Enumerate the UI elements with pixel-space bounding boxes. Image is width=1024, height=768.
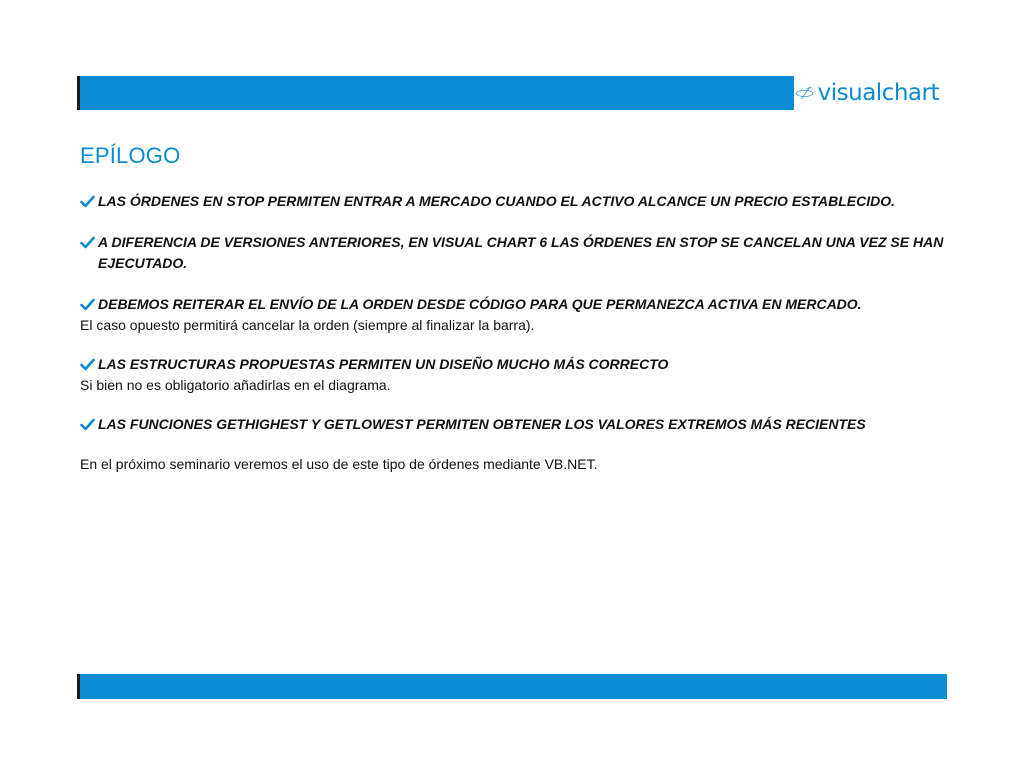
bullet-text: LAS ÓRDENES EN STOP PERMITEN ENTRAR A MERCADO CUANDO EL ACTIVO ALCANCE UN PRECIO ESTABLECIDO. [98,193,896,209]
bullet-text: LAS ESTRUCTURAS PROPUESTAS PERMITEN UN DISEÑO MUCHO MÁS CORRECTO [98,356,669,372]
bullet-note: El caso opuesto permitirá cancelar la orden (siempre al finalizar la barra). [80,317,535,333]
slide-content [80,191,960,474]
bullet-text: DEBEMOS REITERAR EL ENVÍO DE LA ORDEN DESDE CÓDIGO PARA QUE PERMANEZCA ACTIVA EN MERCADO. [98,296,862,312]
brand [794,76,947,110]
spacer [80,335,960,354]
spacer [80,212,960,232]
footer-bar [77,674,947,699]
visualchart-logo-icon [794,76,816,110]
bullet-version-difference [80,232,960,274]
bullet-structures [80,354,960,375]
bullet-functions [80,414,960,435]
brand-name: visualchart [817,80,939,106]
check-icon [80,298,95,311]
closing-text: En el próximo seminario veremos el uso de este tipo de órdenes mediante VB.NET. [80,456,598,472]
spacer [80,274,960,294]
spacer [80,435,960,454]
header-bar [77,76,947,110]
spacer [80,395,960,414]
bullet-stop-orders [80,191,960,212]
bullet-note: Si bien no es obligatorio añadirlas en el diagrama. [80,377,391,393]
check-icon [80,195,95,208]
bullet-text: LAS FUNCIONES GETHIGHEST Y GETLOWEST PERMITEN OBTENER LOS VALORES EXTREMOS MÁS RECIENTES [98,416,866,432]
bullet-resend-order [80,294,960,315]
check-icon [80,418,95,431]
slide-title: EPÍLOGO [80,143,181,168]
bullet-text: A DIFERENCIA DE VERSIONES ANTERIORES, EN VISUAL CHART 6 LAS ÓRDENES EN STOP SE CANCELAN UNA VEZ SE HAN EJECUTADO. [98,234,944,271]
check-icon [80,236,95,249]
check-icon [80,358,95,371]
